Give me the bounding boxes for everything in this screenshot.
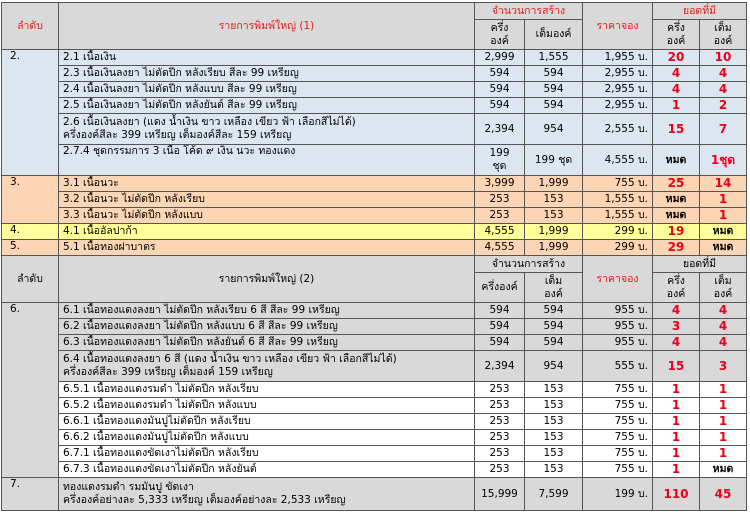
remaining-half: 1	[653, 430, 700, 446]
full-count: 594	[525, 66, 583, 82]
remaining-half: 1	[653, 98, 700, 114]
build-count-header: จำนวนการสร้าง	[475, 256, 583, 273]
full-count: 594	[525, 319, 583, 335]
order-number: 6.	[2, 303, 59, 478]
remaining-half: 1	[653, 462, 700, 478]
price: 755 บ.	[583, 446, 653, 462]
remaining-full: หมด	[700, 240, 747, 256]
half-header: ครึ่งองค์	[475, 273, 525, 303]
half-count: 594	[475, 335, 525, 351]
full-count: 954	[525, 114, 583, 145]
order-header: ลำดับ	[2, 256, 59, 303]
price: 1,555 บ.	[583, 208, 653, 224]
full-count: 594	[525, 335, 583, 351]
half-count: 4,555	[475, 224, 525, 240]
price: 2,955 บ.	[583, 82, 653, 98]
full-count: 199 ชุด	[525, 145, 583, 176]
price: 755 บ.	[583, 382, 653, 398]
price: 755 บ.	[583, 176, 653, 192]
item-name	[59, 114, 475, 145]
remaining-full: 1	[700, 208, 747, 224]
half-count: 594	[475, 303, 525, 319]
remaining-half: หมด	[653, 208, 700, 224]
half-count: 199 ชุด	[475, 145, 525, 176]
order-number: 7.	[2, 478, 59, 511]
price: 755 บ.	[583, 462, 653, 478]
order-number: 3.	[2, 176, 59, 224]
price: 199 บ.	[583, 478, 653, 511]
full-count: 153	[525, 462, 583, 478]
full-count: 153	[525, 398, 583, 414]
price: 755 บ.	[583, 430, 653, 446]
full-count: 594	[525, 98, 583, 114]
item-name: 2.1 เนื้อเงิน	[59, 50, 475, 66]
remaining-full: 4	[700, 303, 747, 319]
remaining-half: หมด	[653, 192, 700, 208]
item-line-1: ทองแดงรมดำ รมมันปู ขัดเงา	[63, 481, 194, 493]
item-name: 2.5 เนื้อเงินลงยา ไม่ตัดปีก หลังยันต์ สีละ 99 เหรียญ	[59, 98, 475, 114]
remaining-full: 1	[700, 192, 747, 208]
remaining-full: 4	[700, 319, 747, 335]
rem-half-header: ครึ่ง องค์	[653, 273, 700, 303]
remaining-half: 1	[653, 382, 700, 398]
item-name: 2.3 เนื้อเงินลงยา ไม่ตัดปีก หลังเรียบ สีละ 99 เหรียญ	[59, 66, 475, 82]
remaining-header: ยอดที่มี	[653, 256, 747, 273]
item-name: 6.3 เนื้อทองแดงลงยา ไม่ตัดปีก หลังยันต์ 6 สี สีละ 99 เหรียญ	[59, 335, 475, 351]
half-count: 594	[475, 82, 525, 98]
full-count: 153	[525, 208, 583, 224]
rem-half-header: ครึ่ง องค์	[653, 20, 700, 50]
half-count: 594	[475, 98, 525, 114]
section-title-1: รายการพิมพ์ใหญ่ (1)	[59, 3, 475, 50]
rem-full-header: เต็ม องค์	[700, 273, 747, 303]
price: 2,955 บ.	[583, 98, 653, 114]
remaining-half: 1	[653, 398, 700, 414]
full-header: เต็มองค์	[525, 20, 583, 50]
item-name	[59, 478, 475, 511]
remaining-half: 25	[653, 176, 700, 192]
price: 2,955 บ.	[583, 66, 653, 82]
section-title-2: รายการพิมพ์ใหญ่ (2)	[59, 256, 475, 303]
remaining-full: 2	[700, 98, 747, 114]
price: 299 บ.	[583, 224, 653, 240]
half-count: 253	[475, 382, 525, 398]
price: 299 บ.	[583, 240, 653, 256]
remaining-half: 4	[653, 66, 700, 82]
remaining-half: 20	[653, 50, 700, 66]
price: 2,555 บ.	[583, 114, 653, 145]
half-count: 253	[475, 208, 525, 224]
order-header: ลำดับ	[2, 3, 59, 50]
item-name: 3.3 เนื้อนวะ ไม่ตัดปีก หลังแบบ	[59, 208, 475, 224]
order-number: 4.	[2, 224, 59, 240]
half-count: 253	[475, 192, 525, 208]
remaining-full: 3	[700, 351, 747, 382]
remaining-half: 4	[653, 82, 700, 98]
remaining-half: 4	[653, 303, 700, 319]
order-number: 5.	[2, 240, 59, 256]
item-name: 6.5.1 เนื้อทองแดงรมดำ ไม่ตัดปีก หลังเรียบ	[59, 382, 475, 398]
rem-full-header: เต็ม องค์	[700, 20, 747, 50]
remaining-full: 4	[700, 66, 747, 82]
price: 955 บ.	[583, 335, 653, 351]
remaining-full: 10	[700, 50, 747, 66]
remaining-full: หมด	[700, 224, 747, 240]
item-name: 6.1 เนื้อทองแดงลงยา ไม่ตัดปีก หลังเรียบ 6 สี สีละ 99 เหรียญ	[59, 303, 475, 319]
price-header: ราคาจอง	[583, 3, 653, 50]
item-name: 6.2 เนื้อทองแดงลงยา ไม่ตัดปีก หลังแบบ 6 สี สีละ 99 เหรียญ	[59, 319, 475, 335]
remaining-full: 1	[700, 414, 747, 430]
remaining-full: 4	[700, 335, 747, 351]
item-name: 5.1 เนื้อทองฝาบาตร	[59, 240, 475, 256]
price: 755 บ.	[583, 414, 653, 430]
half-count: 594	[475, 66, 525, 82]
full-count: 153	[525, 430, 583, 446]
price: 955 บ.	[583, 303, 653, 319]
half-count: 15,999	[475, 478, 525, 511]
full-count: 1,555	[525, 50, 583, 66]
remaining-full: 4	[700, 82, 747, 98]
remaining-full: 7	[700, 114, 747, 145]
full-count: 153	[525, 192, 583, 208]
price-table	[1, 2, 747, 511]
half-count: 2,999	[475, 50, 525, 66]
full-count: 594	[525, 303, 583, 319]
remaining-half: หมด	[653, 145, 700, 176]
remaining-full: 45	[700, 478, 747, 511]
item-name: 4.1 เนื้ออัลปาก้า	[59, 224, 475, 240]
half-count: 2,394	[475, 351, 525, 382]
price: 755 บ.	[583, 398, 653, 414]
half-count: 3,999	[475, 176, 525, 192]
remaining-half: 29	[653, 240, 700, 256]
full-count: 1,999	[525, 176, 583, 192]
full-count: 1,999	[525, 224, 583, 240]
price: 1,955 บ.	[583, 50, 653, 66]
half-count: 253	[475, 414, 525, 430]
remaining-full: 1	[700, 430, 747, 446]
half-count: 4,555	[475, 240, 525, 256]
order-number: 2.	[2, 50, 59, 176]
item-line-1: 6.4 เนื้อทองแดงลงยา 6 สี (แดง น้ำเงิน ขาว เหลือง เขียว ฟ้า เลือกสีไม่ได้)	[63, 353, 397, 365]
remaining-half: 1	[653, 446, 700, 462]
item-line-1: 2.6 เนื้อเงินลงยา (แดง น้ำเงิน ขาว เหลือง เขียว ฟ้า เลือกสีไม่ได้)	[63, 116, 356, 128]
item-name: 6.5.2 เนื้อทองแดงรมดำ ไม่ตัดปีก หลังแบบ	[59, 398, 475, 414]
half-count: 2,394	[475, 114, 525, 145]
remaining-half: 19	[653, 224, 700, 240]
item-name: 3.2 เนื้อนวะ ไม่ตัดปีก หลังเรียบ	[59, 192, 475, 208]
item-name: 6.6.2 เนื้อทองแดงมันปูไม่ตัดปีก หลังแบบ	[59, 430, 475, 446]
build-count-header: จำนวนการสร้าง	[475, 3, 583, 20]
full-count: 1,999	[525, 240, 583, 256]
item-name: 2.7.4 ชุดกรรมการ 3 เนื้อ โค้ด ๙ เงิน นวะ ทองแดง	[59, 145, 475, 176]
half-count: 253	[475, 462, 525, 478]
remaining-half: 15	[653, 351, 700, 382]
remaining-half: 1	[653, 414, 700, 430]
half-count: 253	[475, 446, 525, 462]
remaining-full: 1	[700, 446, 747, 462]
full-count: 7,599	[525, 478, 583, 511]
remaining-header: ยอดที่มี	[653, 3, 747, 20]
full-header: เต็ม องค์	[525, 273, 583, 303]
item-line-2: ครึ่งองค์สีละ 399 เหรียญ เต็มองค์ 159 เหรียญ	[63, 366, 273, 378]
remaining-half: 110	[653, 478, 700, 511]
remaining-half: 4	[653, 335, 700, 351]
item-name	[59, 351, 475, 382]
item-name: 6.7.1 เนื้อทองแดงขัดเงาไม่ตัดปีก หลังเรียบ	[59, 446, 475, 462]
half-count: 253	[475, 398, 525, 414]
remaining-full: 14	[700, 176, 747, 192]
remaining-half: 3	[653, 319, 700, 335]
item-name: 2.4 เนื้อเงินลงยา ไม่ตัดปีก หลังแบบ สีละ 99 เหรียญ	[59, 82, 475, 98]
full-count: 153	[525, 414, 583, 430]
half-count: 594	[475, 319, 525, 335]
item-line-2: ครึ่งองค์อย่างละ 5,333 เหรียญ เต็มองค์อย่างละ 2,533 เหรียญ	[63, 494, 346, 506]
full-count: 594	[525, 82, 583, 98]
remaining-half: 15	[653, 114, 700, 145]
half-header: ครึ่ง องค์	[475, 20, 525, 50]
item-name: 3.1 เนื้อนวะ	[59, 176, 475, 192]
item-line-2: ครึ่งองค์สีละ 399 เหรียญ เต็มองค์สีละ 159 เหรียญ	[63, 129, 292, 141]
item-name: 6.7.3 เนื้อทองแดงขัดเงาไม่ตัดปีก หลังยันต์	[59, 462, 475, 478]
full-count: 153	[525, 382, 583, 398]
remaining-full: 1	[700, 382, 747, 398]
price: 955 บ.	[583, 319, 653, 335]
full-count: 153	[525, 446, 583, 462]
remaining-full: 1	[700, 398, 747, 414]
half-count: 253	[475, 430, 525, 446]
price: 1,555 บ.	[583, 192, 653, 208]
full-count: 954	[525, 351, 583, 382]
remaining-full: 1ชุด	[700, 145, 747, 176]
remaining-full: หมด	[700, 462, 747, 478]
price-header: ราคาจอง	[583, 256, 653, 303]
item-name: 6.6.1 เนื้อทองแดงมันปูไม่ตัดปีก หลังเรียบ	[59, 414, 475, 430]
price: 555 บ.	[583, 351, 653, 382]
price: 4,555 บ.	[583, 145, 653, 176]
